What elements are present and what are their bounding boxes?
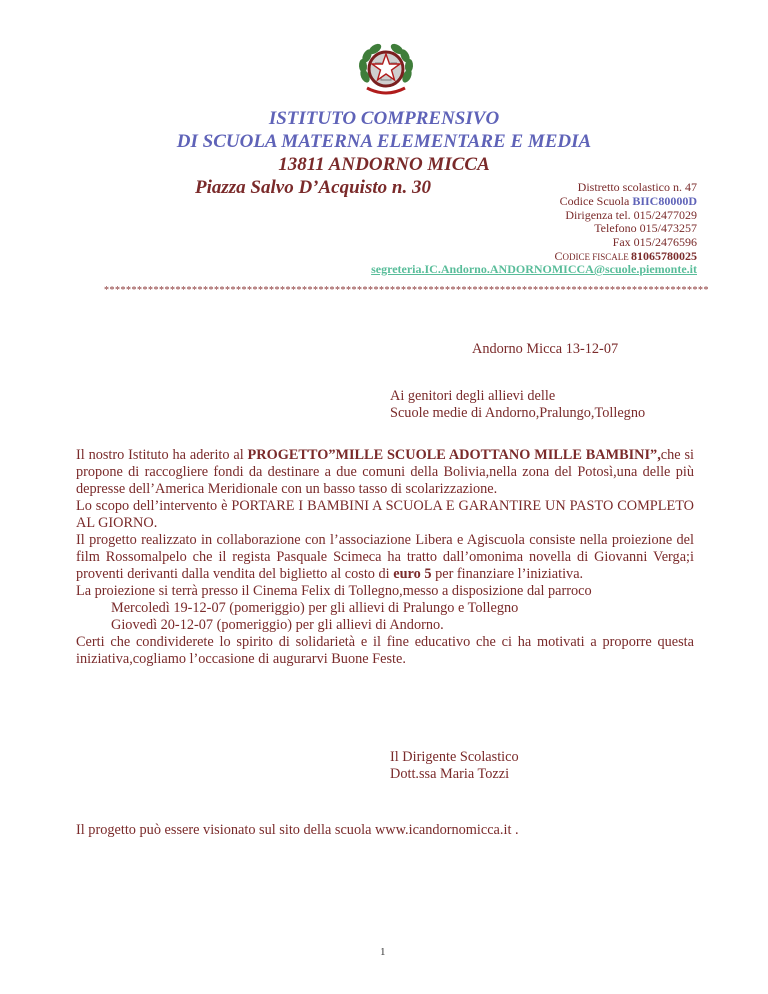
codice-scuola-line	[560, 194, 697, 208]
institute-address: Piazza Salvo D’Acquisto n. 30	[195, 177, 431, 198]
signature-role: Il Dirigente Scolastico	[390, 749, 519, 765]
institute-title: ISTITUTO COMPRENSIVO	[268, 108, 500, 129]
ticket-price: euro 5	[393, 566, 432, 582]
distretto-line: Distretto scolastico n. 47	[577, 180, 697, 194]
codice-fiscale-label: ODICE FISCALE	[562, 252, 631, 262]
paragraph-venue: La proiezione si terrà presso il Cinema Felix di Tollegno,messo a disposizione dal parroco	[76, 583, 592, 599]
fax-line: Fax 015/2476596	[612, 235, 697, 249]
header-separator: **************************************************************************************************************	[104, 285, 709, 296]
paragraph-goal: Lo scopo dell’intervento è PORTARE I BAMBINI A SCUOLA E GARANTIRE UN PASTO COMPLETO AL GIORNO.	[76, 498, 694, 531]
dirigenza-phone: Dirigenza tel. 015/2477029	[565, 208, 697, 222]
website-note: Il progetto può essere visionato sul sito della scuola www.icandornomicca.it .	[76, 822, 519, 838]
paragraph-closing: Certi che condividerete lo spirito di solidarietà e il fine educativo che ci ha motivati a proporre questa iniziativa,cogliamo l’occasione di augurarvi Buone Feste.	[76, 634, 694, 667]
paragraph-film-end: per finanziare l’iniziativa.	[431, 566, 584, 582]
paragraph-project	[76, 447, 694, 498]
project-name: PROGETTO”MILLE SCUOLE ADOTTANO MILLE BAMBINI”,	[247, 447, 661, 463]
codice-scuola-label: Codice Scuola	[559, 194, 633, 208]
codice-scuola-value: BIIC80000D	[632, 194, 697, 208]
schedule-wednesday: Mercoledì 19-12-07 (pomeriggio) per gli allievi di Pralungo e Tollegno	[111, 600, 519, 616]
codice-fiscale-initial: C	[554, 249, 563, 263]
institute-city: 13811 ANDORNO MICCA	[278, 154, 490, 175]
signature-name: Dott.ssa Maria Tozzi	[390, 766, 510, 782]
addressee-block	[390, 388, 645, 422]
letter-body	[76, 447, 694, 668]
page-number: 1	[380, 946, 386, 958]
addressee-line-1: Ai genitori degli allievi delle	[390, 388, 556, 404]
paragraph-film	[76, 532, 694, 583]
email-link[interactable]: segreteria.IC.Andorno.ANDORNOMICCA@scuole.piemonte.it	[371, 262, 697, 276]
paragraph-project-detail: che si propone di raccogliere fondi da destinare a due comuni della Bolivia,nella zona del Potosì,una delle più depresse dell’America Meridionale con un basso tasso di scolarizzazione.	[76, 447, 694, 497]
institute-subtitle: DI SCUOLA MATERNA ELEMENTARE E MEDIA	[176, 131, 592, 152]
codice-fiscale-value: 81065780025	[631, 249, 697, 263]
italian-republic-emblem-icon	[355, 40, 417, 102]
letter-date: Andorno Micca 13-12-07	[472, 341, 619, 357]
signature-block	[390, 749, 519, 783]
paragraph-film-intro: Il progetto realizzato in collaborazione con l’associazione Libera e Agiscuola consiste nella proiezione del film Rossomalpelo che il regista Pasquale Scimeca ha tratto dall’omonima novella di Giovanni Verga;i proventi derivanti dalla vendita del biglietto al costo di	[76, 532, 694, 582]
paragraph-project-intro: Il nostro Istituto ha aderito al	[76, 447, 248, 463]
addressee-line-2: Scuole medie di Andorno,Pralungo,Tollegno	[390, 405, 646, 421]
schedule-thursday: Giovedì 20-12-07 (pomeriggio) per gli allievi di Andorno.	[111, 617, 444, 633]
telefono-line: Telefono 015/473257	[594, 221, 697, 235]
